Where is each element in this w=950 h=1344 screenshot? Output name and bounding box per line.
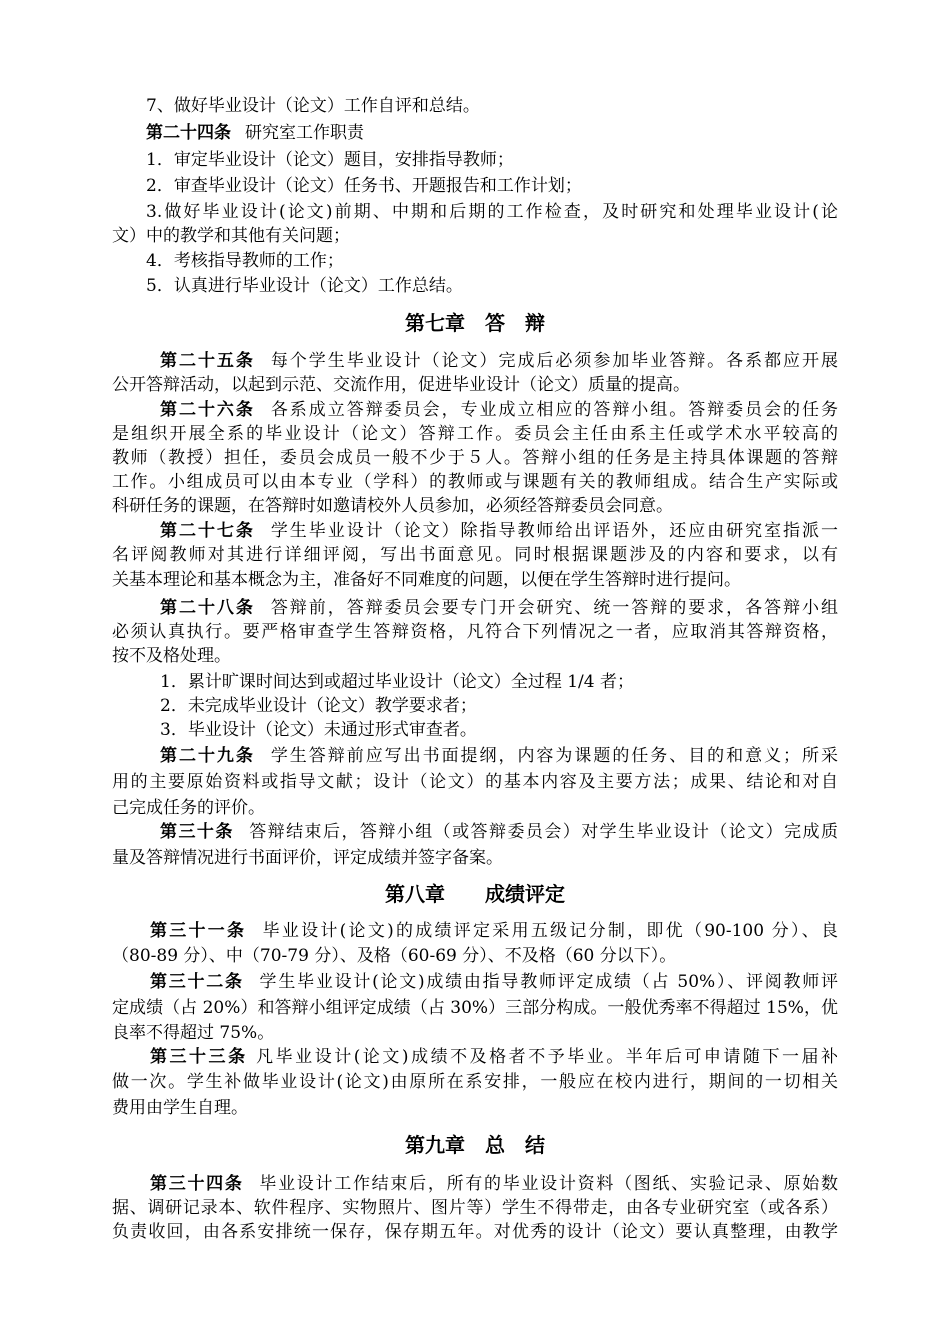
- article-32-title: 第三十二条: [150, 972, 244, 992]
- article-26-line-2: 是组织开展全系的毕业设计（论文）答辩工作。委员会主任由系主任或学术水平较高的: [112, 424, 838, 444]
- article-32-line-2: 定成绩（占 20%）和答辩小组评定成绩（占 30%）三部分构成。一般优秀率不得超过 15%，优: [112, 998, 838, 1018]
- chapter-8-heading: 第八章 成绩评定: [385, 882, 565, 906]
- item-3: 3.做好毕业设计(论文)前期、中期和后期的工作检查，及时研究和处理毕业设计(论: [146, 202, 838, 222]
- article-29: 第二十九条 学生答辩前应写出书面提纲，内容为课题的任务、目的和意义；所采: [160, 746, 839, 766]
- item-3-cont: 文）中的教学和其他有关问题；: [112, 226, 350, 246]
- article-26: 第二十六条 各系成立答辩委员会，专业成立相应的答辩小组。答辩委员会的任务: [160, 400, 839, 420]
- article-26-line-5: 科研任务的课题，在答辩时如邀请校外人员参加，必须经答辩委员会同意。: [112, 496, 673, 516]
- item-1: 1．审定毕业设计（论文）题目，安排指导教师；: [146, 150, 514, 170]
- article-27: 第二十七条 学生毕业设计（论文）除指导教师给出评语外，还应由研究室指派一: [160, 521, 839, 541]
- item-5: 5．认真进行毕业设计（论文）工作总结。: [146, 276, 463, 296]
- article-27-title: 第二十七条: [160, 521, 255, 541]
- article-28: 第二十八条 答辩前，答辩委员会要专门开会研究、统一答辩的要求，各答辩小组: [160, 598, 839, 618]
- article-33-line-2: 做一次。学生补做毕业设计(论文)由原所在系安排，一般应在校内进行，期间的一切相关: [112, 1072, 838, 1092]
- article-34-title: 第三十四条: [150, 1174, 244, 1194]
- article-32: 第三十二条 学生毕业设计(论文)成绩由指导教师评定成绩（占 50%）、评阅教师评: [150, 972, 839, 992]
- article-31-title: 第三十一条: [150, 921, 247, 941]
- chapter-9-heading: 第九章 总 结: [405, 1133, 545, 1157]
- item-4: 4．考核指导教师的工作；: [146, 251, 344, 271]
- article-34-line-3: 负责收回，由各系安排统一保存，保存期五年。对优秀的设计（论文）要认真整理，由教学: [112, 1222, 838, 1242]
- article-24: [146, 121, 872, 145]
- article-34-line-2: 据、调研记录本、软件程序、实物照片、图片等）学生不得带走，由各专业研究室（或各系）: [112, 1198, 838, 1218]
- article-29-line-2: 用的主要原始资料或指导文献；设计（论文）的基本内容及主要方法；成果、结论和对自: [112, 772, 838, 792]
- chapter-7-heading: 第七章 答 辩: [405, 311, 545, 335]
- article-28-title: 第二十八条: [160, 598, 255, 618]
- article-24-text: 研究室工作职责: [245, 123, 364, 143]
- article-25-line-2: 公开答辩活动，以起到示范、交流作用，促进毕业设计（论文）质量的提高。: [112, 375, 690, 395]
- article-30-line-2: 量及答辩情况进行书面评价，评定成绩并签字备案。: [112, 848, 503, 868]
- article-26-line-4: 工作。小组成员可以由本专业（学科）的教师或与课题有关的教师组成。结合生产实际或: [112, 472, 838, 492]
- article-28-item-3: 3．毕业设计（论文）未通过形式审查者。: [160, 720, 477, 740]
- article-34: 第三十四条 毕业设计工作结束后，所有的毕业设计资料（图纸、实验记录、原始数: [150, 1174, 839, 1194]
- article-25: 第二十五条 每个学生毕业设计（论文）完成后必须参加毕业答辩。各系都应开展: [160, 351, 839, 371]
- article-26-title: 第二十六条: [160, 400, 255, 420]
- article-28-item-1: 1．累计旷课时间达到或超过毕业设计（论文）全过程 1/4 者；: [160, 672, 634, 692]
- article-33-title: 第三十三条: [150, 1047, 248, 1067]
- item-2: 2．审查毕业设计（论文）任务书、开题报告和工作计划；: [146, 176, 582, 196]
- article-25-title: 第二十五条: [160, 351, 255, 371]
- article-31-line-2: （80-89 分）、中（70-79 分）、及格（60-69 分）、不及格（60 分以下）。: [112, 946, 677, 966]
- article-32-line-3: 良率不得超过 75%。: [112, 1023, 275, 1043]
- item-7: 7、做好毕业设计（论文）工作自评和总结。: [146, 96, 480, 116]
- article-28-item-2: 2．未完成毕业设计（论文）教学要求者；: [160, 696, 477, 716]
- article-29-line-3: 己完成任务的评价。: [112, 798, 265, 818]
- article-33: 第三十三条 凡毕业设计(论文)成绩不及格者不予毕业。半年后可申请随下一届补: [150, 1047, 839, 1067]
- article-30: 第三十条 答辩结束后，答辩小组（或答辩委员会）对学生毕业设计（论文）完成质: [160, 822, 839, 842]
- article-30-title: 第三十条: [160, 822, 234, 842]
- article-27-line-3: 关基本理论和基本概念为主，准备好不同难度的问题，以便在学生答辩时进行提问。: [112, 570, 741, 590]
- article-28-line-3: 按不及格处理。: [112, 646, 231, 666]
- article-26-line-3: 教师（教授）担任，委员会成员一般不少于５人。答辩小组的任务是主持具体课题的答辩: [112, 448, 838, 468]
- article-27-line-2: 名评阅教师对其进行详细评阅，写出书面意见。同时根据课题涉及的内容和要求，以有: [112, 545, 838, 565]
- article-24-title: 第二十四条: [146, 123, 231, 143]
- article-31: 第三十一条 毕业设计(论文)的成绩评定采用五级记分制，即优（90-100 分）、良: [150, 921, 838, 941]
- article-33-line-3: 费用由学生自理。: [112, 1098, 248, 1118]
- article-28-line-2: 必须认真执行。要严格审查学生答辩资格，凡符合下列情况之一者，应取消其答辩资格，: [112, 622, 838, 642]
- article-29-title: 第二十九条: [160, 746, 255, 766]
